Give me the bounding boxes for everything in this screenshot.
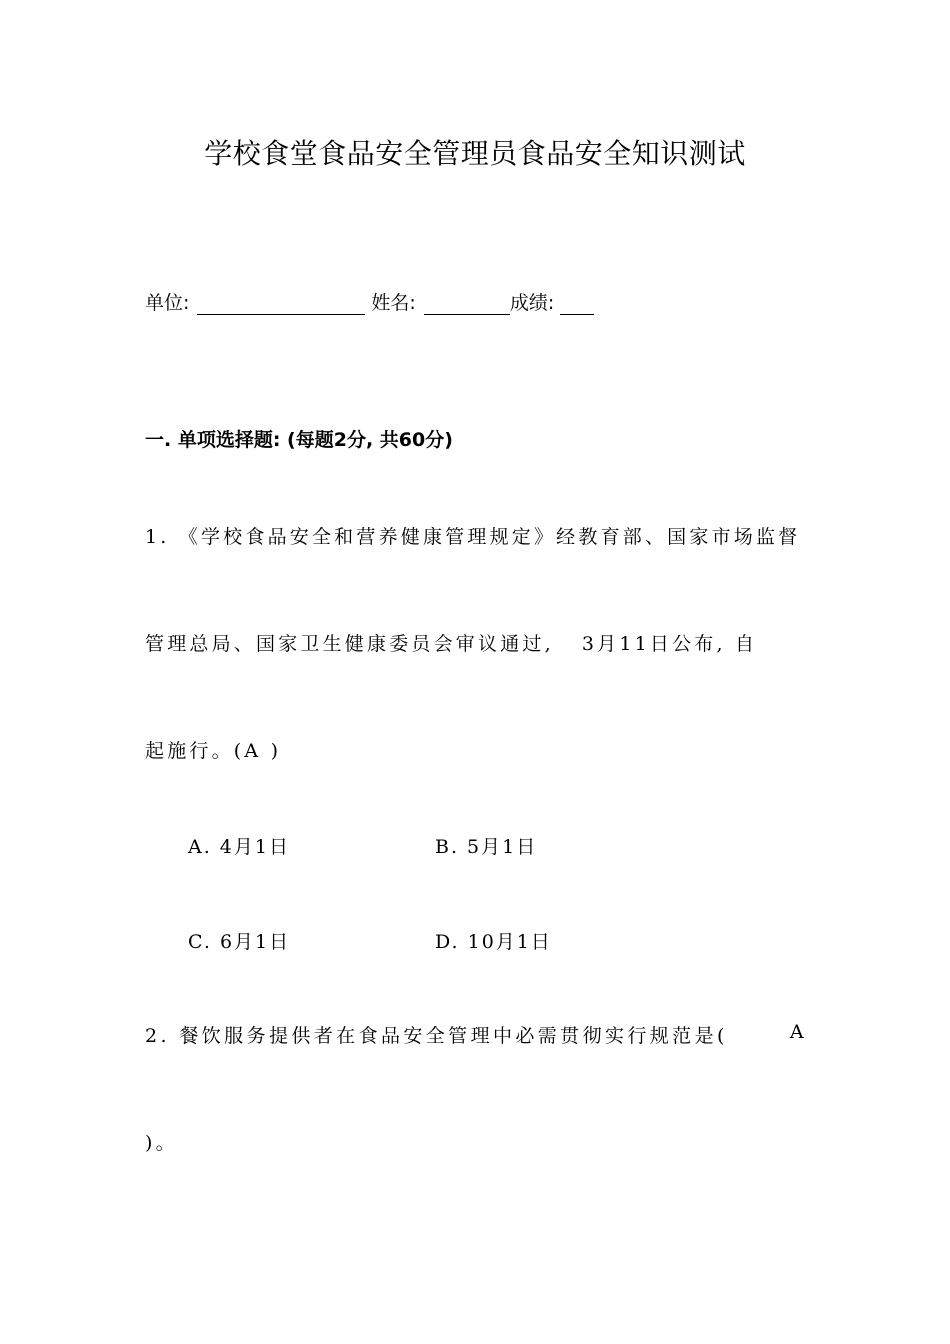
score-blank [560, 292, 594, 315]
respondent-info-line [145, 288, 594, 315]
question-1-line-2-start: 管理总局、国家卫生健康委员会审议通过, [145, 633, 554, 655]
unit-blank [197, 292, 365, 315]
question-2-text: 2. 餐饮服务提供者在食品安全管理中必需贯彻实行规范是( [145, 1025, 728, 1047]
section-heading: 一. 单项选择题: (每题2分, 共60分) [145, 429, 453, 451]
question-2-line-2: )。 [145, 1132, 178, 1154]
question-1-option-d: D. 10月1日 [435, 931, 552, 953]
question-1-line-1: 1. 《学校食品安全和营养健康管理规定》经教育部、国家市场监督 [145, 526, 801, 548]
question-1-option-a: A. 4月1日 [188, 836, 290, 858]
name-label: 姓名: [371, 292, 416, 314]
question-1-option-c: C. 6月1日 [188, 931, 291, 953]
unit-label: 单位: [145, 292, 190, 314]
document-title: 学校食堂食品安全管理员食品安全知识测试 [204, 137, 746, 170]
name-blank [424, 292, 510, 315]
question-2-answer: A [789, 1021, 807, 1043]
question-1-line-2 [145, 629, 757, 656]
question-1-line-2-end: 3月11日公布, 自 [581, 633, 758, 655]
question-1-option-b: B. 5月1日 [435, 836, 538, 858]
question-1-line-3: 起施行。(A ) [145, 740, 282, 762]
score-label: 成绩: [509, 292, 555, 314]
question-2-line-1 [145, 1021, 807, 1048]
